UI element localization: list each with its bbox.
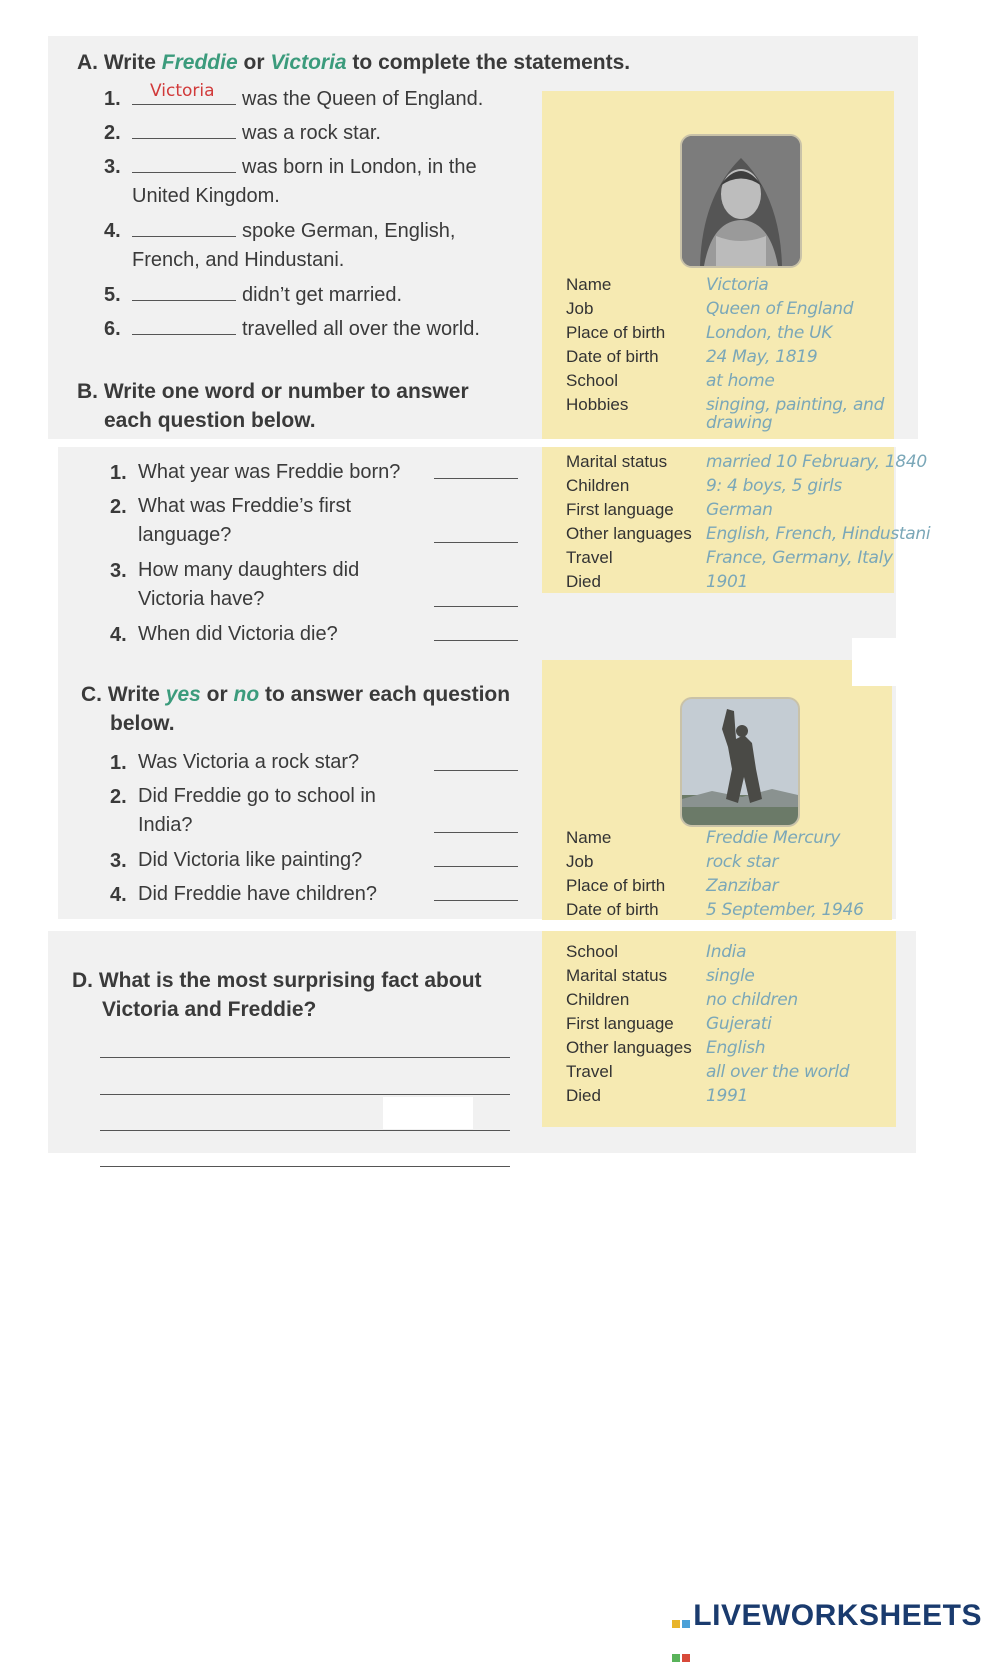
d-answer-line-2[interactable]: [100, 1094, 510, 1095]
b-item-4-answer-line[interactable]: [434, 640, 518, 641]
victoria-value-hobbies-cont: drawing: [706, 413, 773, 433]
c-item-1: Was Victoria a rock star?: [138, 751, 360, 773]
c-item-2-number: 2.: [110, 786, 127, 808]
freddie-label-name: Name: [566, 828, 612, 847]
b-item-3: How many daughters did: [138, 559, 360, 581]
section-b-heading-line2: each question below.: [104, 409, 316, 432]
victoria-label-school: School: [566, 371, 618, 390]
a-item-6-number: 6.: [104, 318, 121, 340]
victoria-value-children: 9: 4 boys, 5 girls: [706, 476, 842, 496]
victoria-label-date-of-birth: Date of birth: [566, 347, 659, 366]
victoria-value-job: Queen of England: [706, 299, 854, 319]
b-item-3-number: 3.: [110, 560, 127, 582]
victoria-value-first-language: German: [706, 500, 773, 520]
portrait-victoria-icon: [682, 136, 800, 266]
freddie-statue-photo: [680, 697, 800, 827]
liveworksheets-logo[interactable]: [671, 1599, 982, 1633]
a-item-3-blank[interactable]: [132, 154, 236, 173]
freddie-value-place-of-birth: Zanzibar: [706, 876, 779, 896]
no-highlight: no: [233, 683, 260, 706]
freddie-label-place-of-birth: Place of birth: [566, 876, 666, 895]
freddie-value-name: Freddie Mercury: [706, 828, 841, 848]
victoria-value-place-of-birth: London, the UK: [706, 323, 833, 343]
c-item-3: Did Victoria like painting?: [138, 849, 363, 871]
a-item-6-blank[interactable]: [132, 316, 236, 335]
c-item-3-answer-line[interactable]: [434, 866, 518, 867]
a-item-1: Victoria was the Queen of England.: [132, 85, 483, 114]
victoria-label-died: Died: [566, 572, 601, 591]
victoria-label-first-language: First language: [566, 500, 674, 519]
c-item-2-cont: India?: [138, 814, 193, 836]
freddie-value-died: 1991: [706, 1086, 749, 1106]
c-item-4: Did Freddie have children?: [138, 883, 378, 905]
white-patch-d: [383, 1097, 473, 1129]
c-item-1-answer-line[interactable]: [434, 770, 518, 771]
section-d-heading-line2: Victoria and Freddie?: [102, 998, 317, 1021]
white-patch: [852, 638, 900, 686]
b-item-3-cont: Victoria have?: [138, 588, 265, 610]
section-c-heading-line2: below.: [110, 712, 175, 735]
b-item-3-answer-line[interactable]: [434, 606, 518, 607]
a-item-4-cont: French, and Hindustani.: [132, 249, 345, 271]
freddie-value-children: no children: [706, 990, 798, 1010]
b-item-2-number: 2.: [110, 496, 127, 518]
c-item-3-number: 3.: [110, 850, 127, 872]
logo-squares-icon: [671, 1603, 693, 1625]
freddie-value-other-languages: English: [706, 1038, 766, 1058]
freddie-label-school: School: [566, 942, 618, 961]
c-item-4-answer-line[interactable]: [434, 900, 518, 901]
freddie-value-travel: all over the world: [706, 1062, 850, 1082]
victoria-value-marital-status: married 10 February, 1840: [706, 452, 927, 472]
victoria-value-date-of-birth: 24 May, 1819: [706, 347, 818, 367]
victoria-label-name: Name: [566, 275, 612, 294]
d-answer-line-1[interactable]: [100, 1057, 510, 1058]
freddie-label-children: Children: [566, 990, 630, 1009]
a-item-3: was born in London, in the: [132, 153, 477, 182]
b-item-2-answer-line[interactable]: [434, 542, 518, 543]
freddie-label-other-languages: Other languages: [566, 1038, 692, 1057]
a-item-4-blank[interactable]: [132, 218, 236, 237]
a-item-5: didn’t get married.: [132, 281, 402, 310]
a-item-3-cont: United Kingdom.: [132, 185, 280, 207]
victoria-label-hobbies: Hobbies: [566, 395, 629, 414]
victoria-label-travel: Travel: [566, 548, 613, 567]
b-item-2: What was Freddie’s first: [138, 495, 352, 517]
a-item-3-number: 3.: [104, 156, 121, 178]
freddie-value-school: India: [706, 942, 747, 962]
a-item-6: travelled all over the world.: [132, 315, 480, 344]
section-b-heading-line1: B. Write one word or number to answer: [77, 380, 469, 403]
victoria-highlight: Victoria: [270, 51, 347, 74]
freddie-label-died: Died: [566, 1086, 601, 1105]
victoria-label-other-languages: Other languages: [566, 524, 692, 543]
freddie-label-job: Job: [566, 852, 594, 871]
victoria-value-school: at home: [706, 371, 775, 391]
c-item-2-answer-line[interactable]: [434, 832, 518, 833]
b-item-1-answer-line[interactable]: [434, 478, 518, 479]
freddie-value-job: rock star: [706, 852, 779, 872]
freddie-value-marital-status: single: [706, 966, 755, 986]
a-item-2: was a rock star.: [132, 119, 381, 148]
a-item-1-blank[interactable]: [132, 81, 236, 105]
victoria-value-name: Victoria: [706, 275, 769, 295]
section-c-heading-line1: C. Write yes or no to answer each question: [81, 683, 511, 706]
section-d-heading-line1: D. What is the most surprising fact about: [72, 969, 482, 992]
a-item-5-number: 5.: [104, 284, 121, 306]
section-a-heading: A. Write Freddie or Victoria to complete the statements.: [77, 51, 631, 74]
b-item-2-cont: language?: [138, 524, 232, 546]
c-item-2: Did Freddie go to school in: [138, 785, 376, 807]
freddie-label-marital-status: Marital status: [566, 966, 668, 985]
freddie-value-first-language: Gujerati: [706, 1014, 772, 1034]
freddie-label-travel: Travel: [566, 1062, 613, 1081]
c-item-4-number: 4.: [110, 884, 127, 906]
victoria-value-hobbies: singing, painting, and: [706, 395, 885, 415]
victoria-label-job: Job: [566, 299, 594, 318]
a-item-2-blank[interactable]: [132, 120, 236, 139]
b-item-4: When did Victoria die?: [138, 623, 338, 645]
a-item-1-number: 1.: [104, 88, 121, 110]
b-item-1-number: 1.: [110, 462, 127, 484]
victoria-label-marital-status: Marital status: [566, 452, 668, 471]
victoria-label-place-of-birth: Place of birth: [566, 323, 666, 342]
logo-text: LIVEWORKSHEETS: [693, 1599, 982, 1632]
freddie-label-first-language: First language: [566, 1014, 674, 1033]
freddie-highlight: Freddie: [161, 51, 238, 74]
b-item-4-number: 4.: [110, 624, 127, 646]
victoria-label-children: Children: [566, 476, 630, 495]
b-item-1: What year was Freddie born?: [138, 461, 401, 483]
victoria-value-died: 1901: [706, 572, 749, 592]
d-answer-line-3[interactable]: [100, 1130, 510, 1131]
victoria-portrait: [680, 134, 802, 268]
a-item-4: spoke German, English,: [132, 217, 455, 246]
a-item-5-blank[interactable]: [132, 282, 236, 301]
a-item-1-answer: Victoria: [150, 81, 215, 101]
freddie-value-date-of-birth: 5 September, 1946: [706, 900, 864, 920]
a-item-4-number: 4.: [104, 220, 121, 242]
a-item-2-number: 2.: [104, 122, 121, 144]
yes-highlight: yes: [165, 683, 201, 706]
freddie-label-date-of-birth: Date of birth: [566, 900, 659, 919]
victoria-value-travel: France, Germany, Italy: [706, 548, 893, 568]
c-item-1-number: 1.: [110, 752, 127, 774]
victoria-value-other-languages: English, French, Hindustani: [706, 524, 931, 544]
statue-freddie-icon: [682, 699, 798, 825]
d-answer-line-4[interactable]: [100, 1166, 510, 1167]
